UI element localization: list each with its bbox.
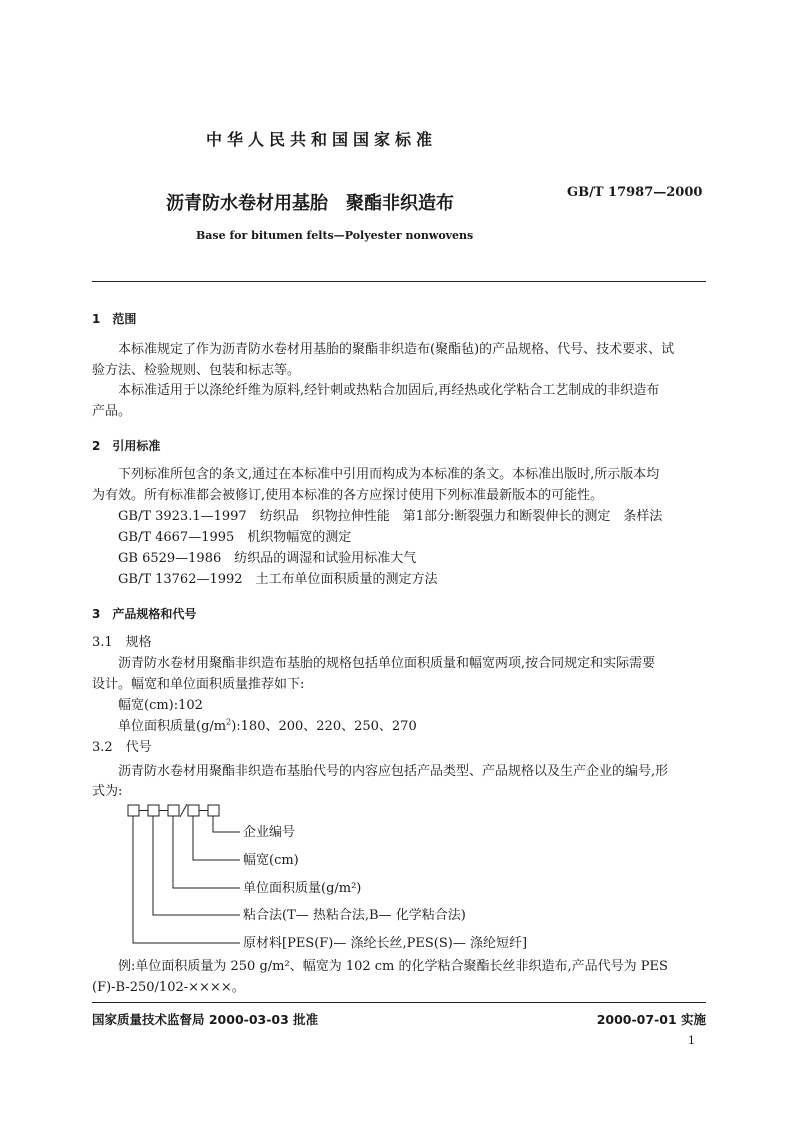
diagram-label-mass: 单位面积质量(g/m²) <box>243 881 362 896</box>
code-box-material <box>128 805 139 816</box>
header-divider <box>92 281 706 282</box>
reference-item: GB/T 13762—1992 土工布单位面积质量的测定方法 <box>118 572 438 587</box>
section-2-paragraph-line-1: 下列标准所包含的条文,通过在本标准中引用而构成为本标准的条文。本标准出版时,所示版本均 <box>118 467 660 482</box>
section-1-paragraph-1-line-1: 本标准规定了作为沥青防水卷材用基胎的聚酯非织造布(聚酯毡)的产品规格、代号、技术要求、试 <box>118 342 675 357</box>
example-line-1: 例:单位面积质量为 250 g/m²、幅宽为 102 cm 的化学粘合聚酯长丝非织造布,产品代号为 PES <box>118 959 668 974</box>
document-title: 沥青防水卷材用基胎 聚酯非织造布 <box>166 193 454 214</box>
section-3-heading: 3 产品规格和代号 <box>92 607 197 621</box>
diagram-label-bonding: 粘合法(T— 热粘合法,B— 化学粘合法) <box>243 908 466 923</box>
code-box-enterprise <box>208 805 219 816</box>
diagram-label-enterprise: 企业编号 <box>243 825 296 840</box>
english-title: Base for bitumen felts—Polyester nonwovens <box>196 229 474 242</box>
code-box-width <box>188 805 199 816</box>
reference-item: GB/T 3923.1—1997 纺织品 织物拉伸性能 第1部分:断裂强力和断裂伸长的测定 条样法 <box>118 509 663 524</box>
product-code-diagram <box>120 800 250 950</box>
approval-line: 国家质量技术监督局 2000-03-03 批准 <box>92 1012 319 1027</box>
section-1-heading: 1 范围 <box>92 312 137 326</box>
section-1-paragraph-1-line-2: 验方法、检验规则、包装和标志等。 <box>92 363 301 378</box>
section-1-paragraph-2-line-1: 本标准适用于以涤纶纤维为原料,经针刺或热粘合加固后,再经热或化学粘合工艺制成的非织造布 <box>118 383 660 398</box>
section-3-2-paragraph-line-1: 沥青防水卷材用聚酯非织造布基胎代号的内容应包括产品类型、产品规格以及生产企业的编号,形 <box>118 764 669 779</box>
mass-spec: 单位面积质量$(g/m^2):180$、200、220、250、270 <box>118 717 417 734</box>
section-2-heading: 2 引用标准 <box>92 439 161 453</box>
reference-item: GB 6529—1986 纺织品的调湿和试验用标准大气 <box>118 551 417 566</box>
section-1-paragraph-2-line-2: 产品。 <box>92 404 132 419</box>
section-2-paragraph-line-2: 为有效。所有标准都会被修订,使用本标准的各方应探讨使用下列标准最新版本的可能性。 <box>92 488 604 503</box>
example-line-2: (F)-B-250/102-××××。 <box>92 980 245 995</box>
width-spec: 幅宽(cm):102 <box>118 698 203 713</box>
section-3-1-heading: 3.1 规格 <box>92 635 152 650</box>
standard-org: 中华人民共和国国家标准 <box>206 130 438 149</box>
code-box-bonding <box>148 805 159 816</box>
diagram-label-width: 幅宽(cm) <box>243 853 299 868</box>
diagram-label-material: 原材料[PES(F)— 涤纶长丝,PES(S)— 涤纶短纤] <box>243 936 528 951</box>
section-3-2-heading: 3.2 代号 <box>92 740 152 755</box>
reference-item: GB/T 4667—1995 机织物幅宽的测定 <box>118 530 352 545</box>
section-3-1-paragraph-line-1: 沥青防水卷材用聚酯非织造布基胎的规格包括单位面积质量和幅宽两项,按合同规定和实际需要 <box>118 656 656 671</box>
section-3-2-paragraph-line-2: 式为: <box>92 784 123 799</box>
footer-divider <box>92 1002 706 1003</box>
implementation-date: 2000-07-01 实施 <box>596 1012 706 1027</box>
section-3-1-paragraph-line-2: 设计。幅宽和单位面积质量推荐如下: <box>92 677 305 692</box>
code-box-mass <box>168 805 179 816</box>
standard-code: GB/T 17987—2000 <box>567 185 703 200</box>
page-number: 1 <box>688 1034 695 1047</box>
